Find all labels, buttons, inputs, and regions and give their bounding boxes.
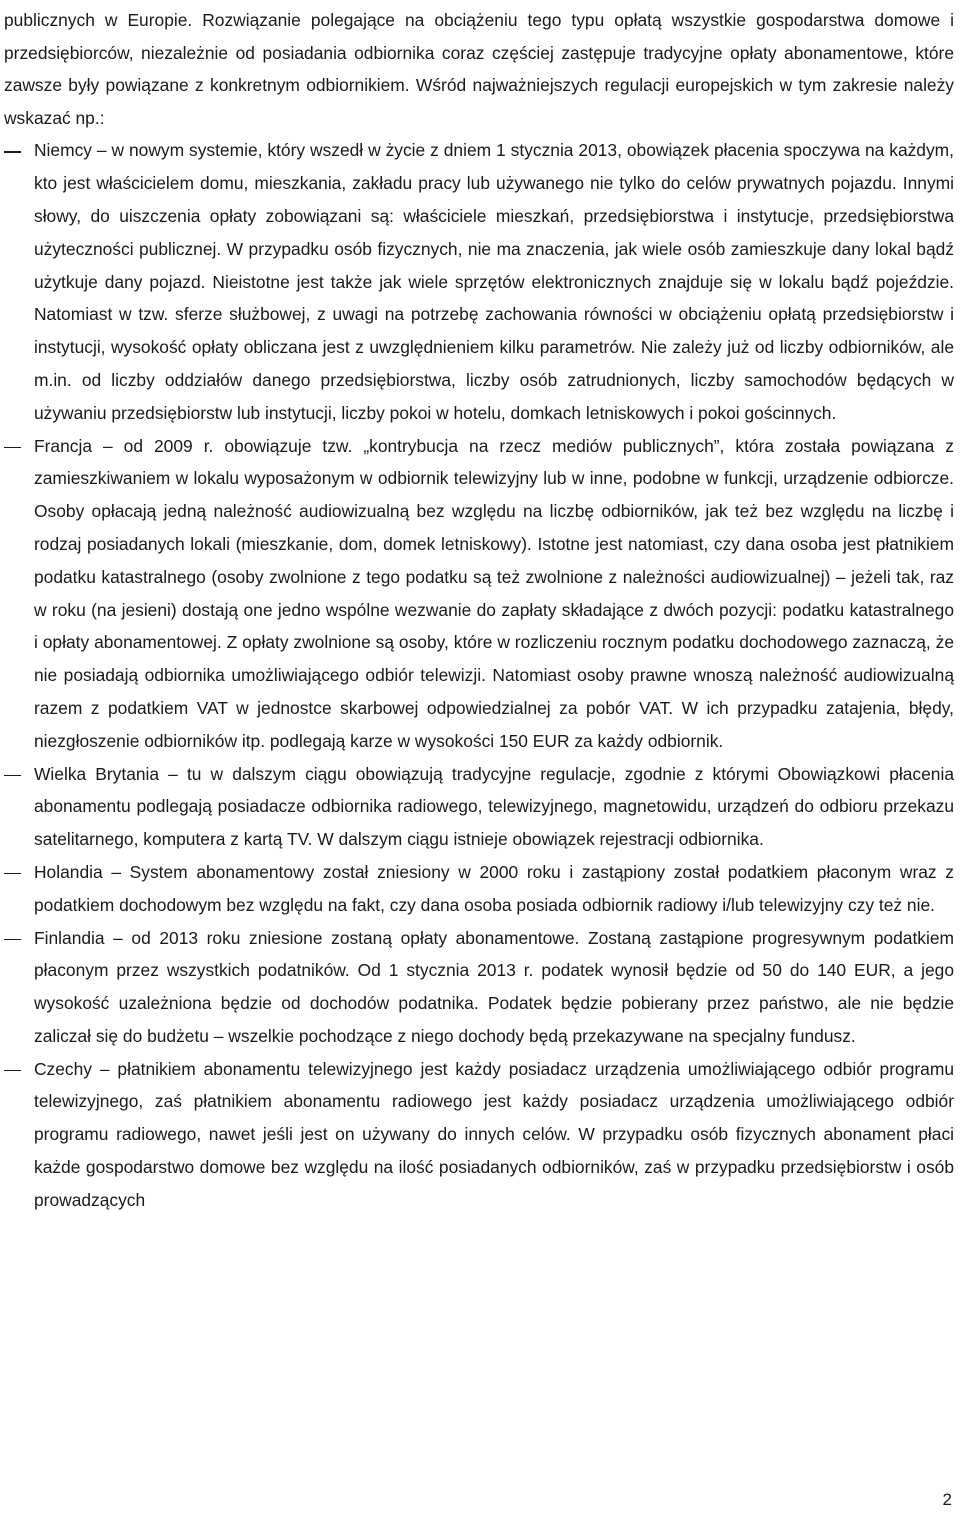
- dash-bullet-icon: [4, 151, 21, 152]
- list-item-wielka-brytania: [4, 758, 954, 856]
- list-item-text: Francja – od 2009 r. obowiązuje tzw. „kontrybucja na rzecz mediów publicznych”, która została powiązana z zamieszkiwaniem w lokalu wyposażonym w odbiornik telewizyjny lub w inne, podobne w funkcji, urządzenie odbiorcze. Osoby opłacają jedną należność audiowizualną bez względu na liczbę odbiorników, jak też bez względu na liczbę i rodzaj posiadanych lokali (mieszkanie, dom, domek letniskowy). Istotne jest natomiast, czy dana osoba jest płatnikiem podatku katastralnego (osoby zwolnione z tego podatku są też zwolnione z należności audiowizualnej) – jeżeli tak, raz w roku (na jesieni) dostają one jedno wspólne wezwanie do zapłaty składające z dwóch pozycji: podatku katastralnego i opłaty abonamentowej. Z opłaty zwolnione są osoby, które w rozliczeniu rocznym podatku dochodowego zaznaczą, że nie posiadają odbiornika umożliwiającego odbiór telewizji. Natomiast osoby prawne wnoszą należność audiowizualną razem z podatkiem VAT w jednostce skarbowej odpowiedzialnej za pobór VAT. W ich przypadku zatajenia, błędy, niezgłoszenie odbiorników itp. podlegają karze w wysokości 150 EUR za każdy odbiornik.: [34, 435, 954, 751]
- list-item-francja: [4, 430, 954, 758]
- page-number: 2: [942, 1490, 952, 1509]
- list-item-holandia: [4, 856, 954, 922]
- list-item-text: Wielka Brytania – tu w dalszym ciągu obowiązują tradycyjne regulacje, zgodnie z którymi Obowiązkowi płacenia abonamentu podlegają posiadacze odbiornika radiowego, telewizyjnego, magnetowidu, urządzeń do odbioru przekazu satelitarnego, komputera z kartą TV. W dalszym ciągu istnieje obowiązek rejestracji odbiornika.: [34, 763, 954, 850]
- intro-paragraph: publicznych w Europie. Rozwiązanie polegające na obciążeniu tego typu opłatą wszystkie gospodarstwa domowe i przedsiębiorców, niezależnie od posiadania odbiornika coraz częściej zastępuje tradycyjne opłaty abonamentowe, które zawsze były powiązane z konkretnym odbiornikiem. Wśród najważniejszych regulacji europejskich w tym zakresie należy wskazać np.:: [4, 10, 954, 128]
- list-item-finlandia: [4, 922, 954, 1053]
- dash-bullet-icon: [4, 447, 21, 448]
- list-item-text: Niemcy – w nowym systemie, który wszedł w życie z dniem 1 stycznia 2013, obowiązek płacenia spoczywa na każdym, kto jest właścicielem domu, mieszkania, zakładu pracy lub używanego nie tylko do celów prywatnych pojazdu. Innymi słowy, do uiszczenia opłaty zobowiązani są: właściciele mieszkań, przedsiębiorstwa i instytucje, przedsiębiorstwa użyteczności publicznej. W przypadku osób fizycznych, nie ma znaczenia, jak wiele osób zamieszkuje dany lokal bądź użytkuje dany pojazd. Nieistotne jest także jak wiele sprzętów elektronicznych znajduje się w lokalu bądź pojeździe. Natomiast w tzw. sferze służbowej, z uwagi na potrzebę zachowania równości w obciążeniu opłatą przedsiębiorstw i instytucji, wysokość opłaty obliczana jest z uwzględnieniem kilku parametrów. Nie zależy już od liczby odbiorników, ale m.in. od liczby oddziałów danego przedsiębiorstwa, liczby osób zatrudnionych, liczby samochodów będących w używaniu przedsiębiorstw lub instytucji, liczby pokoi w hotelu, domkach letniskowych i pokoi gościnnych.: [34, 140, 954, 423]
- list-item-czechy: [4, 1053, 954, 1217]
- list-item-niemcy: [4, 134, 954, 429]
- list-item-text: Holandia – System abonamentowy został zniesiony w 2000 roku i zastąpiony został podatkiem płaconym wraz z podatkiem dochodowym bez względu na fakt, czy dana osoba posiada odbiornik radiowy i/lub telewizyjny czy też nie.: [34, 861, 954, 915]
- dash-bullet-icon: [4, 873, 21, 874]
- list-item-text: Czechy – płatnikiem abonamentu telewizyjnego jest każdy posiadacz urządzenia umożliwiającego odbiór programu telewizyjnego, zaś płatnikiem abonamentu radiowego jest każdy posiadacz urządzenia umożliwiającego odbiór programu radiowego, nawet jeśli jest on używany do innych celów. W przypadku osób fizycznych abonament płaci każde gospodarstwo domowe bez względu na ilość posiadanych odbiorników, zaś w przypadku przedsiębiorstw i osób prowadzących: [34, 1058, 954, 1210]
- list-item-text: Finlandia – od 2013 roku zniesione zostaną opłaty abonamentowe. Zostaną zastąpione progresywnym podatkiem płaconym przez wszystkich podatników. Od 1 stycznia 2013 r. podatek wynosił będzie od 50 do 140 EUR, a jego wysokość uzależniona będzie od dochodów podatnika. Podatek będzie pobierany przez państwo, ale nie będzie zaliczał się do budżetu – wszelkie pochodzące z niego dochody będą przekazywane na specjalny fundusz.: [34, 927, 954, 1046]
- dash-bullet-icon: [4, 1070, 21, 1071]
- dash-bullet-icon: [4, 775, 21, 776]
- country-regulations-list: [4, 134, 954, 1216]
- dash-bullet-icon: [4, 939, 21, 940]
